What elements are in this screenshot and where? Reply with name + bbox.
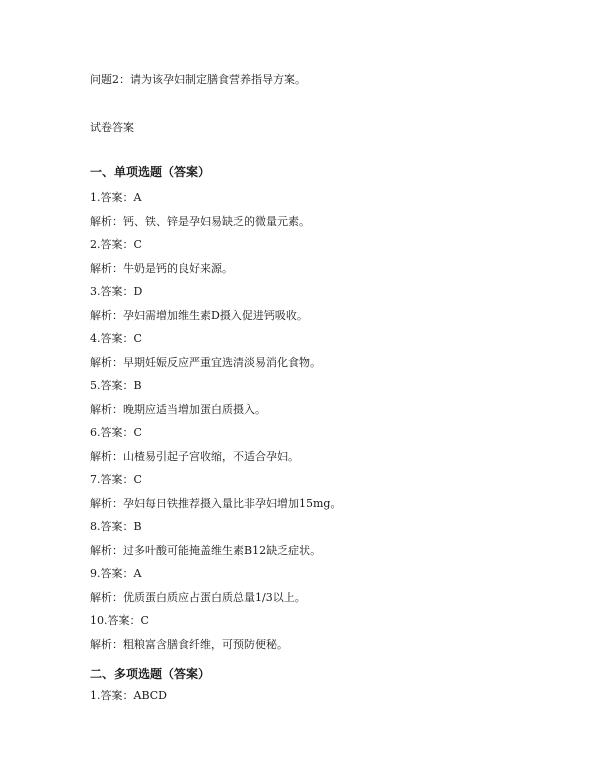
multiple-choice-answers-heading: 二、多项选题（答案）	[90, 667, 211, 681]
answer-line: 6.答案：C	[90, 426, 142, 439]
answer-line: 1.答案：A	[90, 191, 142, 204]
answer-line: 2.答案：C	[90, 238, 142, 251]
explanation-line: 解析：晚期应适当增加蛋白质摄入。	[90, 402, 266, 416]
explanation-line: 解析：钙、铁、锌是孕妇易缺乏的微量元素。	[90, 214, 310, 228]
question-2-text: 问题2：请为该孕妇制定膳食营养指导方案。	[90, 73, 306, 86]
answer-line: 3.答案：D	[90, 285, 143, 298]
answer-line: 10.答案：C	[90, 614, 149, 627]
answer-line: 9.答案：A	[90, 567, 142, 580]
explanation-line: 解析：早期妊娠反应严重宜选清淡易消化食物。	[90, 355, 321, 369]
explanation-line: 解析：牛奶是钙的良好来源。	[90, 261, 233, 275]
answer-line: 1.答案：ABCD	[90, 689, 167, 702]
explanation-line: 解析：孕妇每日铁推荐摄入量比非孕妇增加15mg。	[90, 496, 342, 510]
explanation-line: 解析：优质蛋白质应占蛋白质总量1/3以上。	[90, 590, 306, 604]
answer-line: 5.答案：B	[90, 379, 142, 392]
answer-line: 8.答案：B	[90, 520, 142, 533]
answer-line: 4.答案：C	[90, 332, 142, 345]
explanation-line: 解析：过多叶酸可能掩盖维生素B12缺乏症状。	[90, 543, 322, 557]
answer-line: 7.答案：C	[90, 473, 142, 486]
explanation-line: 解析：粗粮富含膳食纤维，可预防便秘。	[90, 637, 288, 651]
single-choice-answers-heading: 一、单项选题（答案）	[90, 165, 211, 179]
explanation-line: 解析：山楂易引起子宫收缩，不适合孕妇。	[90, 449, 299, 463]
single-choice-answer-list	[90, 186, 341, 656]
explanation-line: 解析：孕妇需增加维生素D摄入促进钙吸收。	[90, 308, 308, 322]
answer-sheet-title: 试卷答案	[90, 121, 134, 134]
